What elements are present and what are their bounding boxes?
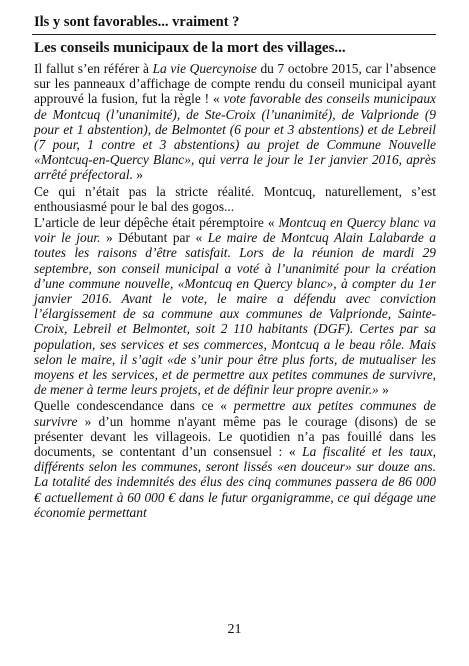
- article-body: [34, 61, 436, 521]
- paragraph-text: »: [132, 167, 143, 183]
- article-paragraph: [34, 215, 436, 397]
- paragraph-text: Quelle condescendance dans ce «: [34, 398, 234, 414]
- paragraph-text: Il fallut s’en référer à: [34, 61, 153, 76]
- italic-quote-text: La vie Quercynoise: [152, 61, 257, 76]
- article-paragraph: [34, 398, 436, 520]
- article-title: Les conseils municipaux de la mort des villages...: [34, 40, 346, 56]
- paragraph-text: » d’un homme n'ayant même pas le courage (disons) de se présenter devant les villageois. Le quotidien n’a pas fouillé dans les documents, se contentant d’un consensuel : «: [34, 413, 436, 460]
- article-paragraph: [34, 184, 436, 214]
- italic-quote-text: Le maire de Montcuq Alain Lalabarde a toutes les raisons d’être satisfait. Lors de la réunion de mardi 29 septembre, son conseil municipal a voté à l’unanimité pour la création d’une commune nouvelle, «Montcuq en Quercy blanc», à compter du 1er janvier 2016. Avant le vote, le maire a défendu avec conviction l’élargissement de sa commune aux communes de Valprionde, Sainte-Croix, Lebreil et Belmontet, soit 2 110 habitants (DGF). Certes par sa population, ses services et ses commerces, Montcuq a le beau rôle. Mais selon le maire, il s’agit «de s’unir pour être plus forts, de mutualiser les moyens et les services, et de permettre aux petites communes de survivre, de mener à terme leurs projets, et de définir leur propre avenir.»: [34, 230, 437, 398]
- paragraph-text: L’article de leur dépêche était péremptoire «: [34, 215, 279, 231]
- italic-quote-text: vote favorable des conseils municipaux de Montcuq (l’unanimité), de Ste-Croix (l’unanimité), de Valprionde (9 pour et 1 abstention), de Belmontet (6 pour et 3 abstentions) et de Lebreil (7 pour, 1 contre et 3 abstentions) au projet de Commune Nouvelle «Montcuq-en-Quercy Blanc», qui verra le jour le 1er janvier 2016, après arrêté préfectoral.: [34, 91, 436, 183]
- article-paragraph: [34, 61, 436, 183]
- header-divider: [32, 34, 436, 35]
- paragraph-text: » Débutant par «: [100, 230, 208, 246]
- italic-quote-text: La fiscalité et les taux, différents selon les communes, seront lissés «en douceur» sur douze ans. La totalité des indemnités des élus des cinq communes passera de 86 000 € actuellement à 60 000 € dans le futur organigramme, ce qui dégage une économie permettant: [34, 444, 436, 520]
- paragraph-text: »: [378, 382, 389, 398]
- italic-quote-text: Montcuq en Quercy blanc va voir le jour.: [34, 215, 436, 246]
- page-number: 21: [227, 622, 242, 637]
- header-title: Ils y sont favorables... vraiment ?: [34, 14, 240, 30]
- paragraph-text: du 7 octobre 2015, car l’absence sur les panneaux d’affichage de compte rendu du conseil municipal ayant approuvé la fusion, fut la règle ! «: [34, 61, 437, 107]
- italic-quote-text: permettre aux petites communes de survivre: [34, 398, 436, 429]
- paragraph-text: Ce qui n’était pas la stricte réalité. Montcuq, naturellement, s’est enthousiasmé pour le bal des gogos...: [34, 183, 436, 214]
